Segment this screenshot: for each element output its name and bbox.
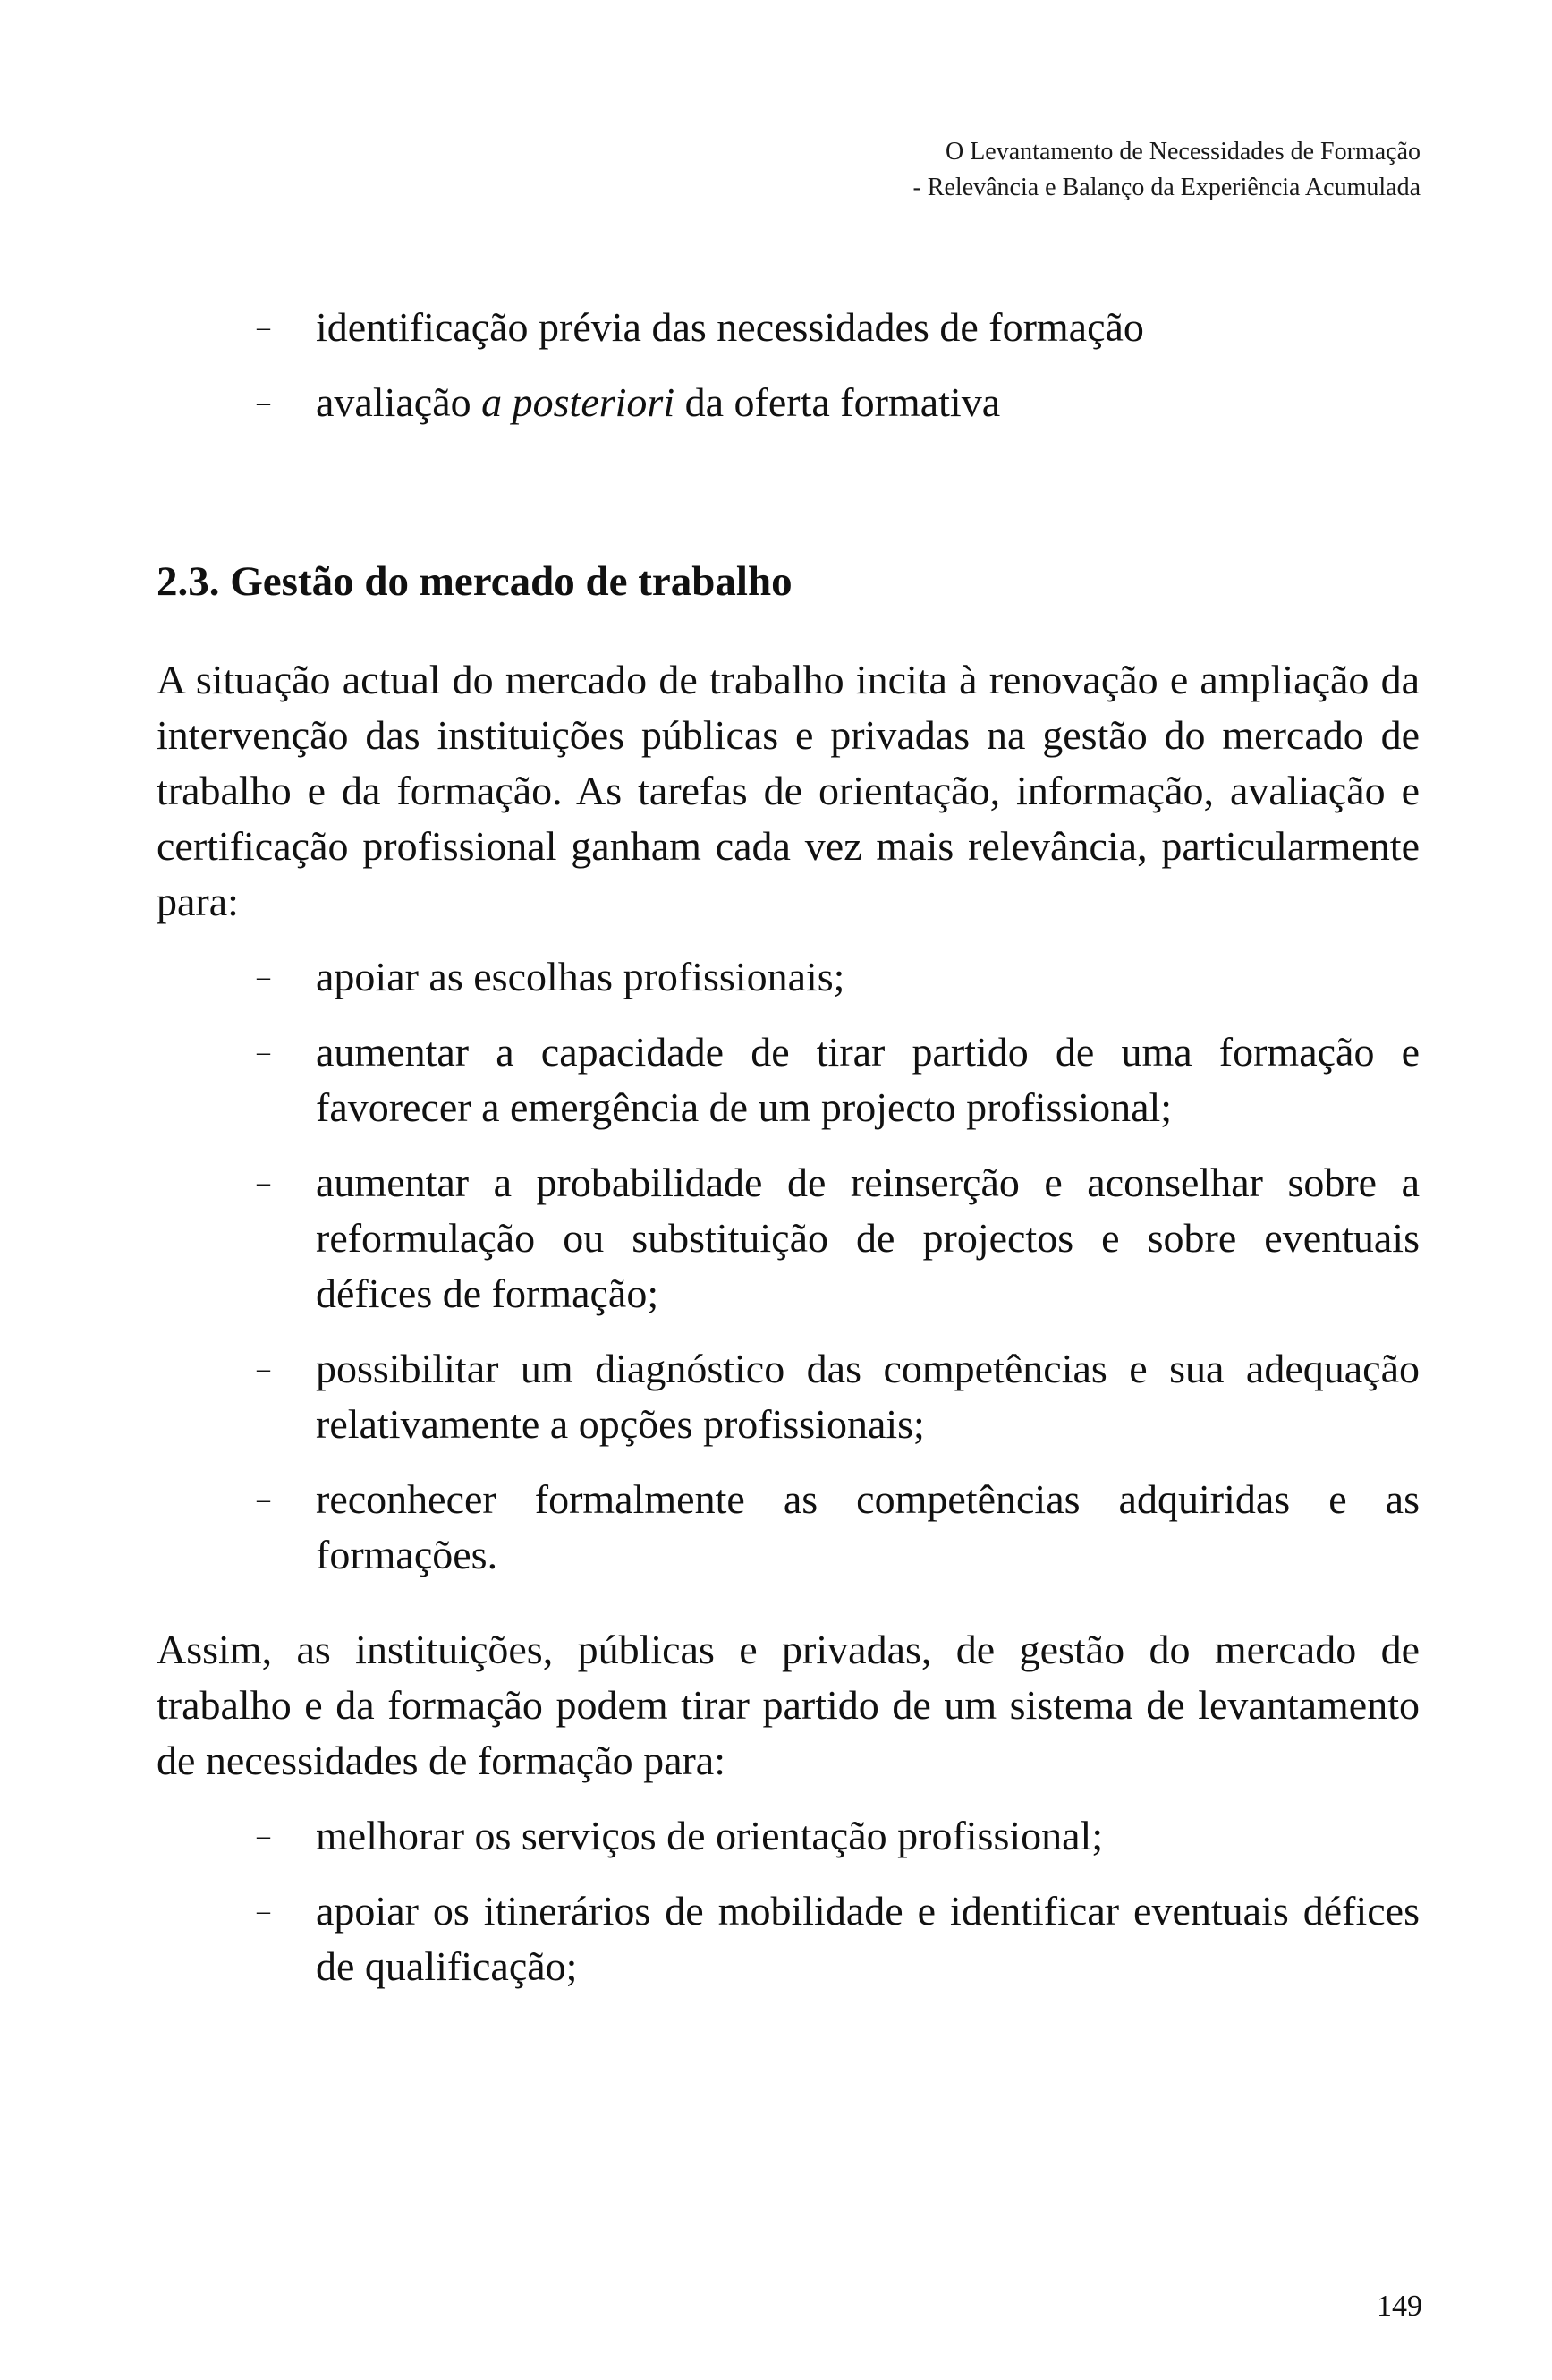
list-item: – possibilitar um diagnóstico das competências e sua adequação relativamente a opções profissionais; bbox=[157, 1341, 1420, 1452]
header-title: O Levantamento de Necessidades de Formação bbox=[945, 138, 1421, 166]
intro-bullet-list bbox=[157, 300, 1420, 430]
header-subtitle: - Relevância e Balanço da Experiência Acumulada bbox=[912, 174, 1421, 201]
section-heading: 2.3. Gestão do mercado de trabalho bbox=[157, 558, 793, 605]
list-item: – identificação prévia das necessidades de formação bbox=[157, 300, 1420, 355]
bullet-list bbox=[157, 949, 1420, 1583]
list-item: – melhorar os serviços de orientação profissional; bbox=[157, 1808, 1420, 1864]
paragraph: Assim, as instituições, públicas e privadas, de gestão do mercado de trabalho e da formação podem tirar partido de um sistema de levantamento de necessidades de formação para: bbox=[157, 1627, 1420, 1783]
list-item: – avaliação a posteriori da oferta formativa bbox=[157, 375, 1420, 430]
page-number: 149 bbox=[1377, 2290, 1422, 2323]
emphasis-text: a posteriori bbox=[481, 379, 675, 425]
list-item: – reconhecer formalmente as competências adquiridas e as formações. bbox=[157, 1472, 1420, 1583]
list-item: – aumentar a capacidade de tirar partido de uma formação e favorecer a emergência de um projecto profissional; bbox=[157, 1024, 1420, 1135]
page-body bbox=[157, 300, 1420, 2014]
list-item: – apoiar as escolhas profissionais; bbox=[157, 949, 1420, 1005]
list-item: – aumentar a probabilidade de reinserção e aconselhar sobre a reformulação ou substituição de projectos e sobre eventuais défices de formação; bbox=[157, 1155, 1420, 1322]
list-item: – apoiar os itinerários de mobilidade e identificar eventuais défices de qualificação; bbox=[157, 1883, 1420, 1994]
paragraph: A situação actual do mercado de trabalho incita à renovação e ampliação da intervenção das instituições públicas e privadas na gestão do mercado de trabalho e da formação. As tarefas de orientação, informação, avaliação e certificação profissional ganham cada vez mais relevância, particularmente para: bbox=[157, 657, 1420, 924]
running-header bbox=[912, 134, 1421, 206]
bullet-list bbox=[157, 1808, 1420, 1994]
